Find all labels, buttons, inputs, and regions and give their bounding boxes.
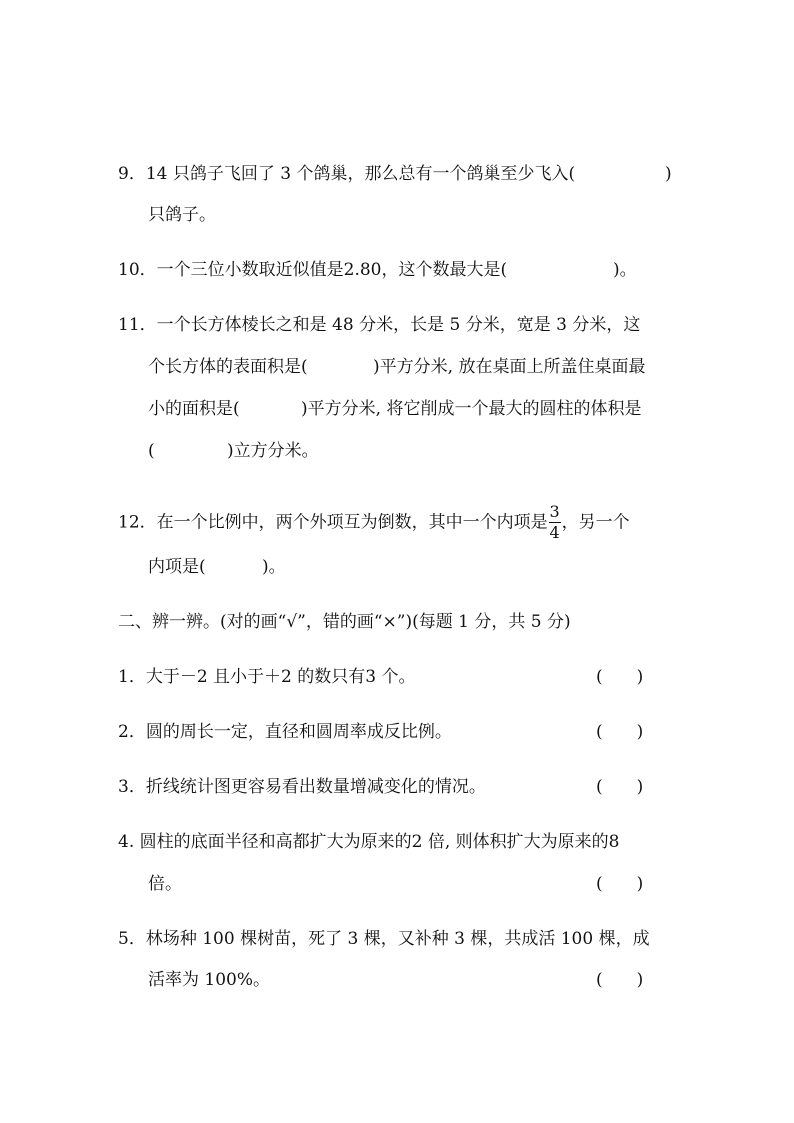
q11-line1: 11．一个长方体棱长之和是 48 分米，长是 5 分米，宽是 3 分米，这: [118, 315, 641, 335]
q9-text: 9．14 只鸽子飞回了 3 个鸽巢，那么总有一个鸽巢至少飞入(: [118, 164, 576, 184]
q11-line4a: (: [148, 441, 155, 461]
judge-answer-paren-2[interactable]: ( ): [596, 722, 644, 742]
q9-line1: [118, 163, 575, 185]
q12-text-a: 12．在一个比例中，两个外项互为倒数，其中一个内项是: [118, 512, 548, 533]
q9-paren-close: ): [665, 164, 672, 184]
judge-answer-paren-3[interactable]: ( ): [596, 777, 644, 797]
judge-item-2: 2．圆的周长一定，直径和圆周率成反比例。: [118, 722, 452, 742]
q10-paren-close: )。: [613, 260, 637, 280]
judge-item-3: 3．折线统计图更容易看出数量增减变化的情况。: [118, 777, 486, 797]
q12-text-b: ，另一个: [561, 512, 630, 533]
q9-line2: 只鸽子。: [148, 205, 216, 225]
q11-line3b: )平方分米, 将它削成一个最大的圆柱的体积是: [301, 399, 642, 419]
q11-line4b: )立方分米。: [227, 441, 319, 461]
judge-answer-paren-5[interactable]: ( ): [596, 970, 644, 990]
section2-title: 二、辨一辨。(对的画“√”，错的画“×”)(每题 1 分，共 5 分): [118, 612, 571, 632]
q12-line2a: 内项是(: [148, 557, 206, 577]
q12-line2b: )。: [262, 557, 286, 577]
q10-text: 10．一个三位小数取近似值是2.80，这个数最大是(: [118, 260, 508, 280]
judge-item-4-line2: 倍。: [148, 874, 182, 894]
judge-item-5: 5．林场种 100 棵树苗，死了 3 棵，又补种 3 棵，共成活 100 棵，成: [118, 929, 650, 949]
q11-line2a: 个长方体的表面积是(: [148, 357, 308, 377]
judge-item-5-line2: 活率为 100%。: [148, 970, 271, 990]
q12-line1: [118, 502, 630, 542]
judge-answer-paren-1[interactable]: ( ): [596, 667, 644, 687]
fraction-three-quarters: [549, 503, 561, 543]
judge-answer-paren-4[interactable]: ( ): [596, 874, 644, 894]
judge-item-1: 1．大于－2 且小于＋2 的数只有3 个。: [118, 667, 416, 687]
fraction-denominator: 4: [549, 523, 560, 542]
judge-item-4: 4. 圆柱的底面半径和高都扩大为原来的2 倍, 则体积扩大为原来的8: [118, 832, 620, 852]
fraction-numerator: 3: [549, 502, 560, 521]
q11-line3a: 小的面积是(: [148, 399, 240, 419]
q11-line2b: )平方分米, 放在桌面上所盖住桌面最: [373, 357, 646, 377]
